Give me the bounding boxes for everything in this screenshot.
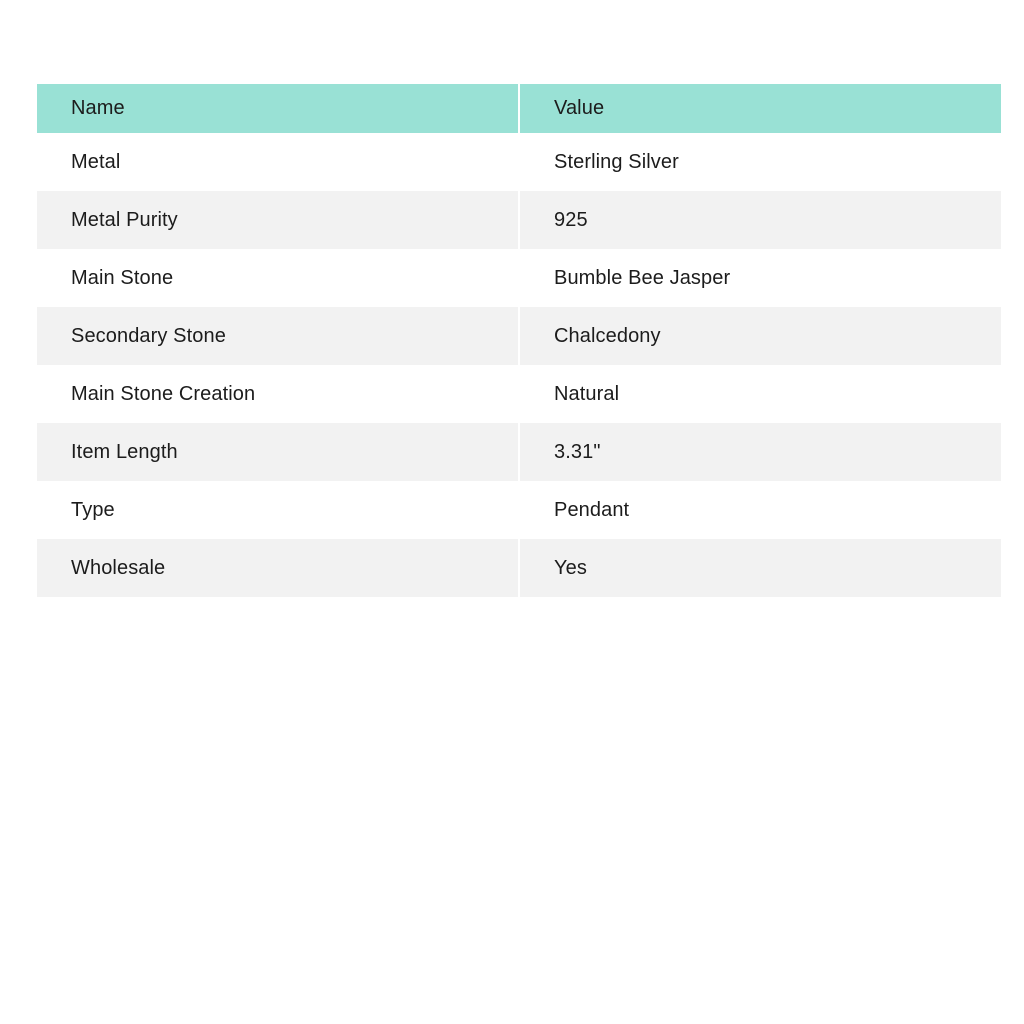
table-row <box>37 481 1001 539</box>
row-value-cell: Yes <box>519 539 1001 597</box>
row-value-cell: Pendant <box>519 481 1001 539</box>
row-value-cell: Chalcedony <box>519 307 1001 365</box>
row-name-cell: Metal Purity <box>37 191 519 249</box>
row-value-cell: Natural <box>519 365 1001 423</box>
table-row <box>37 133 1001 191</box>
table-header-row <box>37 84 1001 133</box>
row-value-cell: 925 <box>519 191 1001 249</box>
row-name-cell: Main Stone Creation <box>37 365 519 423</box>
row-name-cell: Wholesale <box>37 539 519 597</box>
specs-table <box>37 84 1001 597</box>
row-value-cell: Sterling Silver <box>519 133 1001 191</box>
row-name-cell: Metal <box>37 133 519 191</box>
row-name-cell: Main Stone <box>37 249 519 307</box>
table-row <box>37 249 1001 307</box>
row-value-cell: Bumble Bee Jasper <box>519 249 1001 307</box>
table-row <box>37 307 1001 365</box>
table-row <box>37 191 1001 249</box>
table-row <box>37 365 1001 423</box>
product-specs-table <box>37 84 1001 597</box>
table-row <box>37 539 1001 597</box>
header-cell-name: Name <box>37 84 519 133</box>
table-row <box>37 423 1001 481</box>
row-name-cell: Type <box>37 481 519 539</box>
header-cell-value: Value <box>519 84 1001 133</box>
row-name-cell: Secondary Stone <box>37 307 519 365</box>
row-name-cell: Item Length <box>37 423 519 481</box>
row-value-cell: 3.31" <box>519 423 1001 481</box>
